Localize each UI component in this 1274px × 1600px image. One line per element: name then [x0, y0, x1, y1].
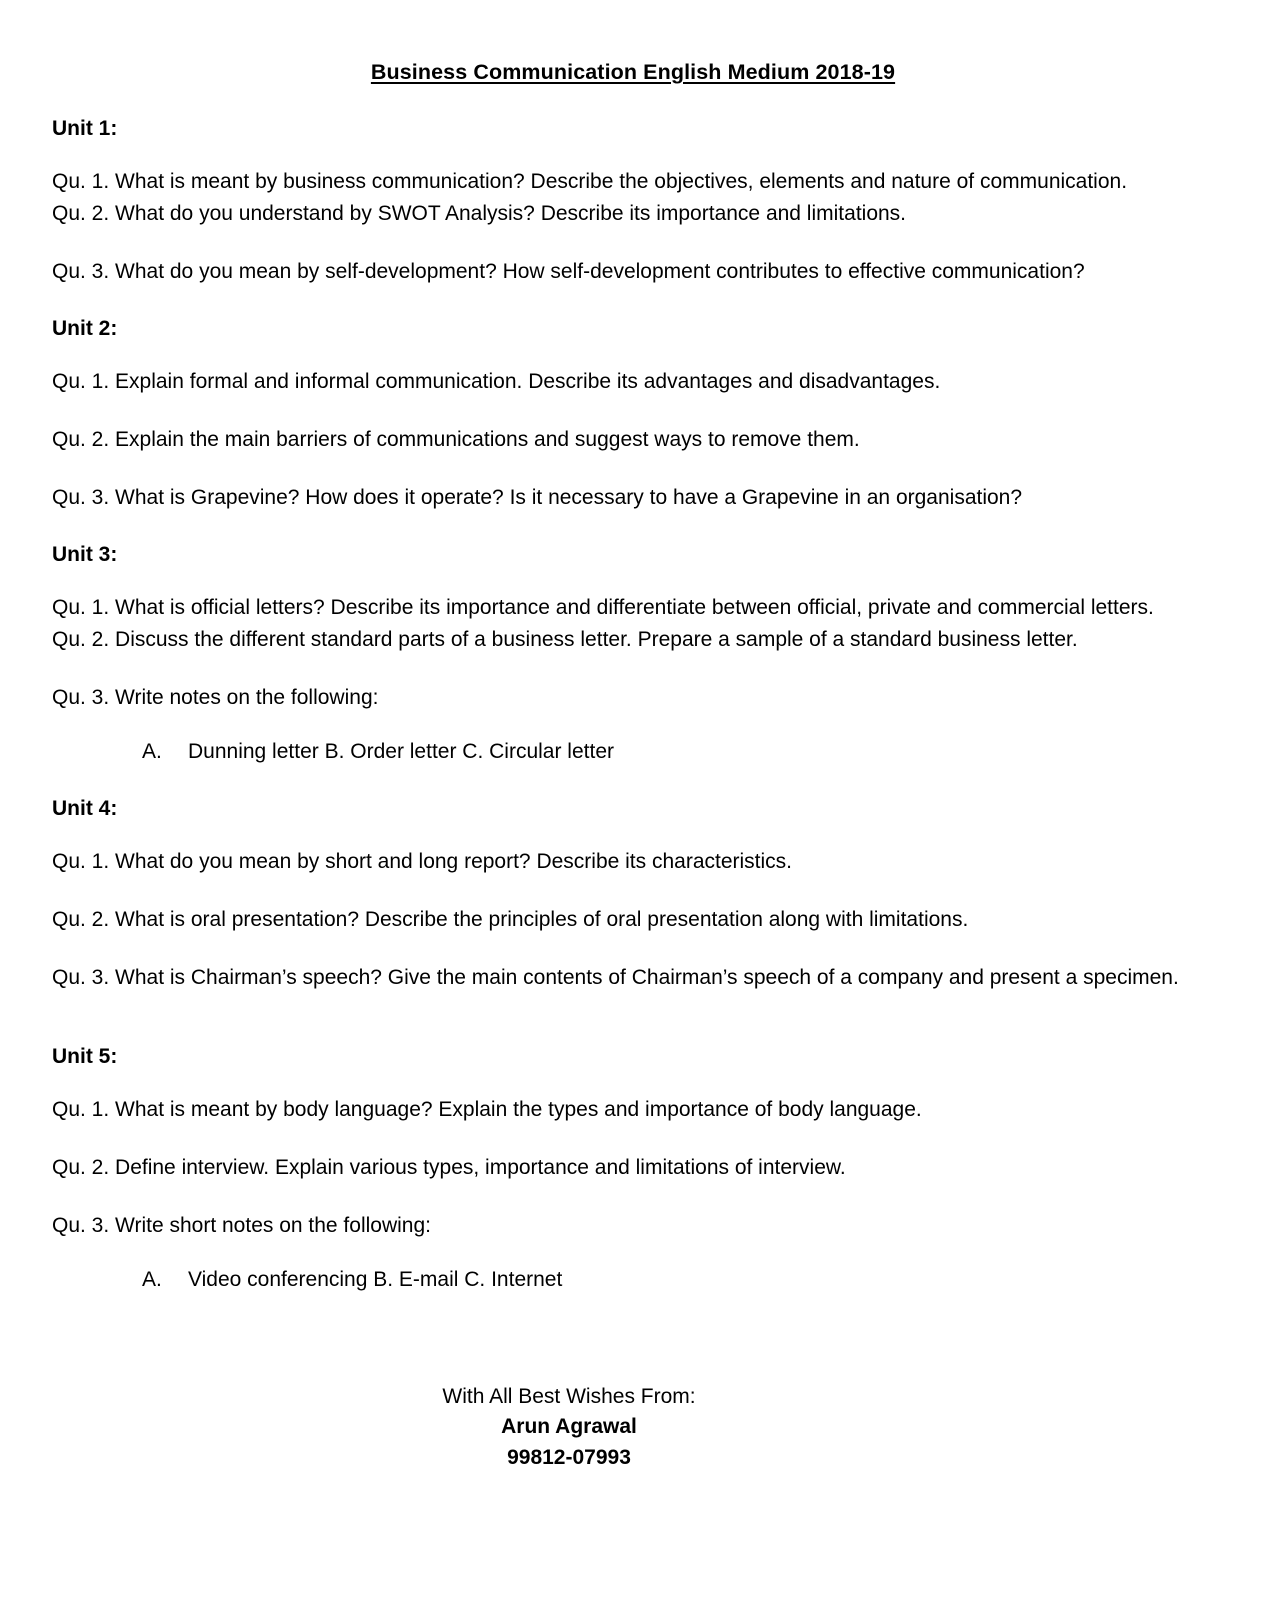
- question-item: Qu. 3. Write notes on the following:: [52, 685, 379, 709]
- question-item: Qu. 3. What is Grapevine? How does it operate? Is it necessary to have a Grapevine in an organisation?: [52, 485, 1023, 509]
- question-item: Qu. 2. Discuss the different standard parts of a business letter. Prepare a sample of a standard business letter.: [52, 628, 1078, 651]
- question-item: Qu. 3. Write short notes on the following:: [52, 1213, 431, 1237]
- signature-block: [0, 1382, 1274, 1473]
- unit-heading-5: Unit 5:: [52, 1044, 118, 1068]
- question-item: Qu. 2. Define interview. Explain various types, importance and limitations of interview.: [52, 1155, 846, 1179]
- unit-heading-4: Unit 4:: [52, 796, 118, 820]
- unit-heading-3: Unit 3:: [52, 542, 118, 566]
- question-item: Qu. 1. What is meant by business communication? Describe the objectives, elements and nature of communication.: [52, 170, 1128, 194]
- unit-heading-2: Unit 2:: [52, 316, 118, 340]
- list-item-text: Video conferencing B. E-mail C. Internet: [188, 1267, 563, 1291]
- list-item: [52, 1266, 1214, 1294]
- signature-name: Arun Agrawal: [501, 1415, 637, 1439]
- signature-phone: 99812-07993: [507, 1445, 631, 1469]
- page-title: Business Communication English Medium 2018-19: [370, 60, 896, 84]
- unit-heading-1: Unit 1:: [52, 116, 118, 140]
- question-item: Qu. 2. What do you understand by SWOT Analysis? Describe its importance and limitations.: [52, 201, 907, 225]
- question-item: Qu. 1. What is official letters? Describe its importance and differentiate between official, private and commercial letters.: [52, 596, 1154, 620]
- list-item-label: A.: [142, 1267, 162, 1291]
- question-item: Qu. 3. What do you mean by self-development? How self-development contributes to effective communication?: [52, 259, 1085, 283]
- list-item-label: A.: [142, 739, 162, 763]
- question-item: Qu. 3. What is Chairman’s speech? Give the main contents of Chairman’s speech of a company and present a specimen.: [52, 965, 1179, 989]
- question-item: Qu. 2. Explain the main barriers of communications and suggest ways to remove them.: [52, 427, 860, 451]
- question-item: Qu. 1. What is meant by body language? Explain the types and importance of body language.: [52, 1098, 922, 1122]
- question-item: Qu. 1. What do you mean by short and long report? Describe its characteristics.: [52, 850, 793, 874]
- signature-greeting: With All Best Wishes From:: [442, 1385, 696, 1408]
- question-item: Qu. 1. Explain formal and informal communication. Describe its advantages and disadvantages.: [52, 370, 941, 394]
- list-item: [52, 738, 1214, 766]
- list-item-text: Dunning letter B. Order letter C. Circular letter: [188, 739, 614, 763]
- question-item: Qu. 2. What is oral presentation? Describe the principles of oral presentation along with limitations.: [52, 907, 969, 931]
